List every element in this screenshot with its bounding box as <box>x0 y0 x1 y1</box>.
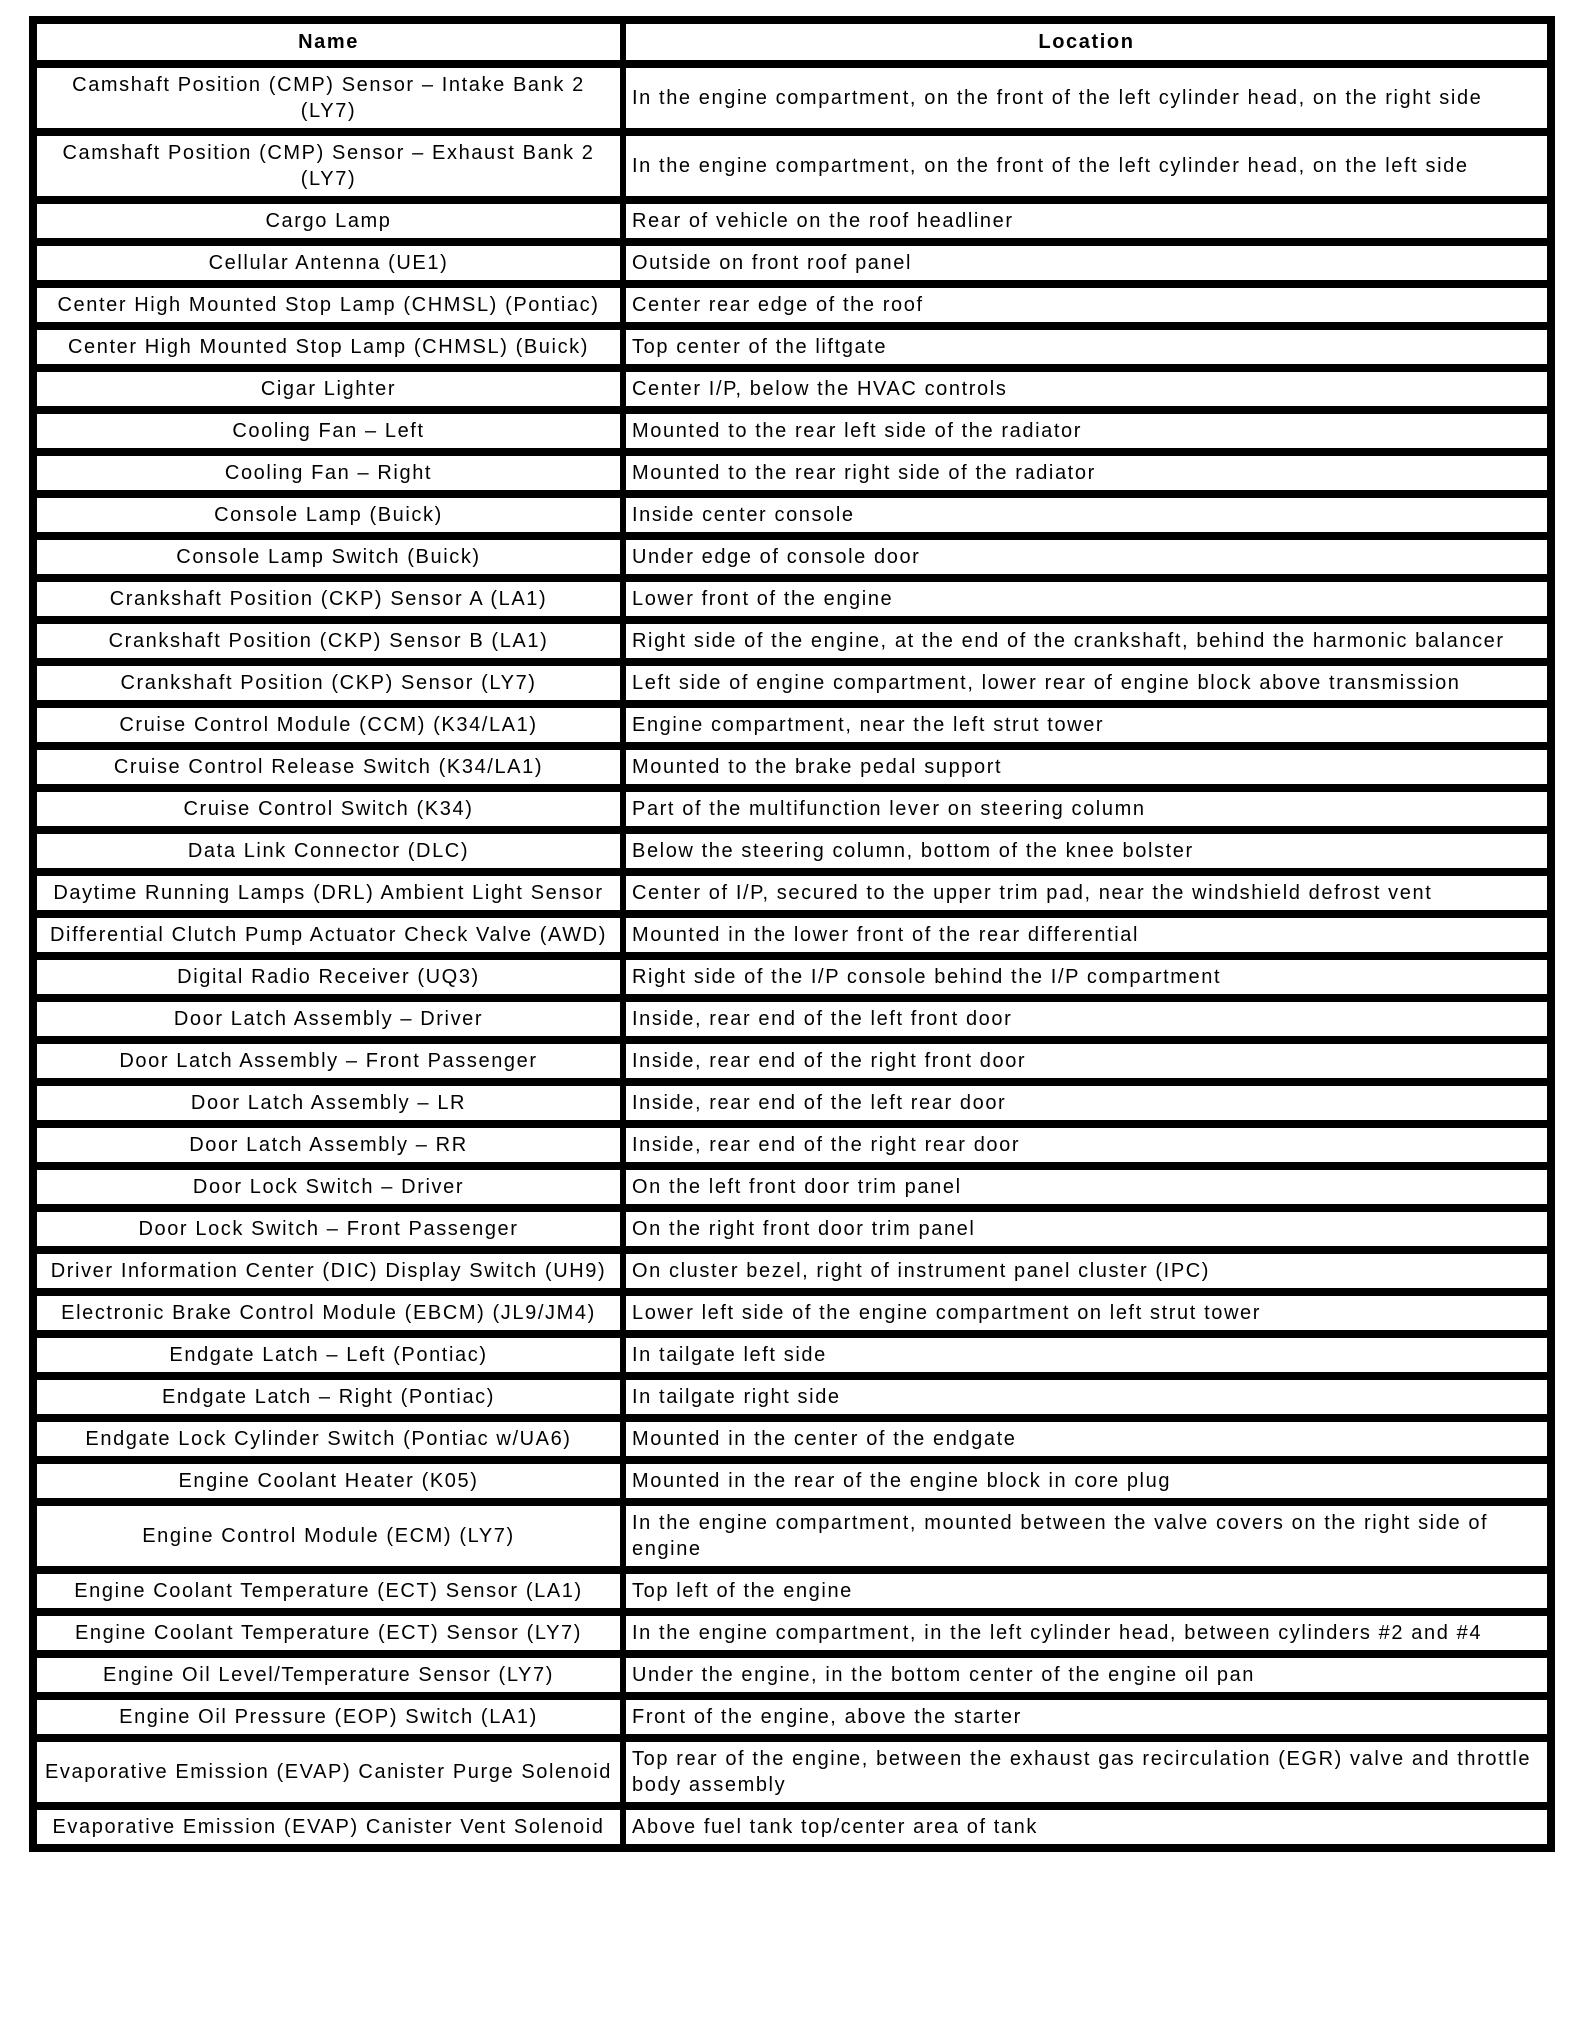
location-cell: Under the engine, in the bottom center of the engine oil pan <box>623 1654 1551 1696</box>
name-cell: Cargo Lamp <box>33 200 623 242</box>
name-cell: Camshaft Position (CMP) Sensor – Intake Bank 2 (LY7) <box>33 64 623 132</box>
table-row <box>33 1696 1551 1738</box>
name-cell: Door Latch Assembly – RR <box>33 1124 623 1166</box>
name-cell: Endgate Latch – Left (Pontiac) <box>33 1334 623 1376</box>
location-cell: Inside, rear end of the left rear door <box>623 1082 1551 1124</box>
table-row <box>33 1738 1551 1806</box>
location-cell: On cluster bezel, right of instrument panel cluster (IPC) <box>623 1250 1551 1292</box>
name-cell: Differential Clutch Pump Actuator Check Valve (AWD) <box>33 914 623 956</box>
location-cell: Center rear edge of the roof <box>623 284 1551 326</box>
location-cell: Part of the multifunction lever on steering column <box>623 788 1551 830</box>
name-cell: Data Link Connector (DLC) <box>33 830 623 872</box>
location-cell: On the right front door trim panel <box>623 1208 1551 1250</box>
table-row <box>33 1250 1551 1292</box>
table-row <box>33 578 1551 620</box>
location-cell: Under edge of console door <box>623 536 1551 578</box>
location-cell: In tailgate right side <box>623 1376 1551 1418</box>
header-row <box>33 20 1551 64</box>
location-cell: Top left of the engine <box>623 1570 1551 1612</box>
component-location-table <box>29 16 1555 1852</box>
name-cell: Door Lock Switch – Driver <box>33 1166 623 1208</box>
location-cell: On the left front door trim panel <box>623 1166 1551 1208</box>
location-cell: Above fuel tank top/center area of tank <box>623 1806 1551 1848</box>
location-cell: Front of the engine, above the starter <box>623 1696 1551 1738</box>
name-cell: Endgate Latch – Right (Pontiac) <box>33 1376 623 1418</box>
location-cell: Inside, rear end of the left front door <box>623 998 1551 1040</box>
table-row <box>33 494 1551 536</box>
name-cell: Electronic Brake Control Module (EBCM) (JL9/JM4) <box>33 1292 623 1334</box>
table-row <box>33 1334 1551 1376</box>
location-cell: Inside, rear end of the right front door <box>623 1040 1551 1082</box>
name-cell: Cooling Fan – Left <box>33 410 623 452</box>
table-row <box>33 746 1551 788</box>
table-row <box>33 1040 1551 1082</box>
table-row <box>33 1654 1551 1696</box>
location-cell: Inside, rear end of the right rear door <box>623 1124 1551 1166</box>
table-row <box>33 1612 1551 1654</box>
table-body <box>33 64 1551 1848</box>
location-cell: In the engine compartment, in the left cylinder head, between cylinders #2 and #4 <box>623 1612 1551 1654</box>
table-row <box>33 64 1551 132</box>
name-cell: Engine Oil Level/Temperature Sensor (LY7) <box>33 1654 623 1696</box>
name-cell: Evaporative Emission (EVAP) Canister Vent Solenoid <box>33 1806 623 1848</box>
name-cell: Engine Coolant Heater (K05) <box>33 1460 623 1502</box>
table-row <box>33 1418 1551 1460</box>
location-cell: Center of I/P, secured to the upper trim pad, near the windshield defrost vent <box>623 872 1551 914</box>
location-cell: Left side of engine compartment, lower rear of engine block above transmission <box>623 662 1551 704</box>
location-cell: Mounted to the rear right side of the radiator <box>623 452 1551 494</box>
location-cell: Mounted in the lower front of the rear differential <box>623 914 1551 956</box>
name-cell: Crankshaft Position (CKP) Sensor A (LA1) <box>33 578 623 620</box>
name-cell: Cigar Lighter <box>33 368 623 410</box>
name-cell: Door Latch Assembly – Driver <box>33 998 623 1040</box>
table-row <box>33 368 1551 410</box>
name-cell: Center High Mounted Stop Lamp (CHMSL) (Buick) <box>33 326 623 368</box>
location-cell: In the engine compartment, mounted between the valve covers on the right side of engine <box>623 1502 1551 1570</box>
table-row <box>33 956 1551 998</box>
table-row <box>33 536 1551 578</box>
name-cell: Engine Coolant Temperature (ECT) Sensor (LA1) <box>33 1570 623 1612</box>
table-row <box>33 830 1551 872</box>
table-row <box>33 1570 1551 1612</box>
table-row <box>33 326 1551 368</box>
table-row <box>33 1806 1551 1848</box>
name-cell: Evaporative Emission (EVAP) Canister Purge Solenoid <box>33 1738 623 1806</box>
location-cell: Top rear of the engine, between the exhaust gas recirculation (EGR) valve and throttle body assembly <box>623 1738 1551 1806</box>
table-row <box>33 872 1551 914</box>
location-cell: Mounted in the rear of the engine block in core plug <box>623 1460 1551 1502</box>
table-row <box>33 1166 1551 1208</box>
table-row <box>33 1376 1551 1418</box>
name-cell: Cooling Fan – Right <box>33 452 623 494</box>
name-cell: Endgate Lock Cylinder Switch (Pontiac w/UA6) <box>33 1418 623 1460</box>
name-cell: Crankshaft Position (CKP) Sensor (LY7) <box>33 662 623 704</box>
name-cell: Cellular Antenna (UE1) <box>33 242 623 284</box>
name-cell: Console Lamp Switch (Buick) <box>33 536 623 578</box>
name-cell: Door Lock Switch – Front Passenger <box>33 1208 623 1250</box>
location-cell: In the engine compartment, on the front of the left cylinder head, on the right side <box>623 64 1551 132</box>
table-row <box>33 410 1551 452</box>
location-cell: Lower front of the engine <box>623 578 1551 620</box>
table-row <box>33 1460 1551 1502</box>
location-cell: Outside on front roof panel <box>623 242 1551 284</box>
location-cell: Top center of the liftgate <box>623 326 1551 368</box>
location-cell: Mounted to the brake pedal support <box>623 746 1551 788</box>
location-cell: Mounted in the center of the endgate <box>623 1418 1551 1460</box>
location-cell: In tailgate left side <box>623 1334 1551 1376</box>
table-row <box>33 620 1551 662</box>
location-cell: Lower left side of the engine compartment on left strut tower <box>623 1292 1551 1334</box>
table-row <box>33 914 1551 956</box>
table-row <box>33 704 1551 746</box>
name-cell: Door Latch Assembly – Front Passenger <box>33 1040 623 1082</box>
table-row <box>33 1502 1551 1570</box>
name-cell: Digital Radio Receiver (UQ3) <box>33 956 623 998</box>
name-cell: Console Lamp (Buick) <box>33 494 623 536</box>
name-column-header: Name <box>33 20 623 64</box>
name-cell: Cruise Control Switch (K34) <box>33 788 623 830</box>
table-row <box>33 662 1551 704</box>
table-row <box>33 1124 1551 1166</box>
name-cell: Camshaft Position (CMP) Sensor – Exhaust Bank 2 (LY7) <box>33 132 623 200</box>
table-row <box>33 452 1551 494</box>
location-cell: Below the steering column, bottom of the knee bolster <box>623 830 1551 872</box>
name-cell: Daytime Running Lamps (DRL) Ambient Light Sensor <box>33 872 623 914</box>
name-cell: Engine Oil Pressure (EOP) Switch (LA1) <box>33 1696 623 1738</box>
name-cell: Door Latch Assembly – LR <box>33 1082 623 1124</box>
name-cell: Engine Control Module (ECM) (LY7) <box>33 1502 623 1570</box>
location-cell: Inside center console <box>623 494 1551 536</box>
table-row <box>33 284 1551 326</box>
table-row <box>33 788 1551 830</box>
table-row <box>33 1292 1551 1334</box>
location-cell: Right side of the I/P console behind the I/P compartment <box>623 956 1551 998</box>
table-row <box>33 1082 1551 1124</box>
table-row <box>33 1208 1551 1250</box>
location-cell: Mounted to the rear left side of the radiator <box>623 410 1551 452</box>
location-cell: Center I/P, below the HVAC controls <box>623 368 1551 410</box>
name-cell: Engine Coolant Temperature (ECT) Sensor (LY7) <box>33 1612 623 1654</box>
name-cell: Center High Mounted Stop Lamp (CHMSL) (Pontiac) <box>33 284 623 326</box>
location-cell: In the engine compartment, on the front of the left cylinder head, on the left side <box>623 132 1551 200</box>
location-cell: Engine compartment, near the left strut tower <box>623 704 1551 746</box>
table-header <box>33 20 1551 64</box>
table-row <box>33 132 1551 200</box>
name-cell: Cruise Control Release Switch (K34/LA1) <box>33 746 623 788</box>
table-row <box>33 242 1551 284</box>
table-row <box>33 998 1551 1040</box>
name-cell: Crankshaft Position (CKP) Sensor B (LA1) <box>33 620 623 662</box>
name-cell: Driver Information Center (DIC) Display Switch (UH9) <box>33 1250 623 1292</box>
location-cell: Rear of vehicle on the roof headliner <box>623 200 1551 242</box>
location-cell: Right side of the engine, at the end of the crankshaft, behind the harmonic balancer <box>623 620 1551 662</box>
name-cell: Cruise Control Module (CCM) (K34/LA1) <box>33 704 623 746</box>
location-column-header: Location <box>623 20 1551 64</box>
table-row <box>33 200 1551 242</box>
